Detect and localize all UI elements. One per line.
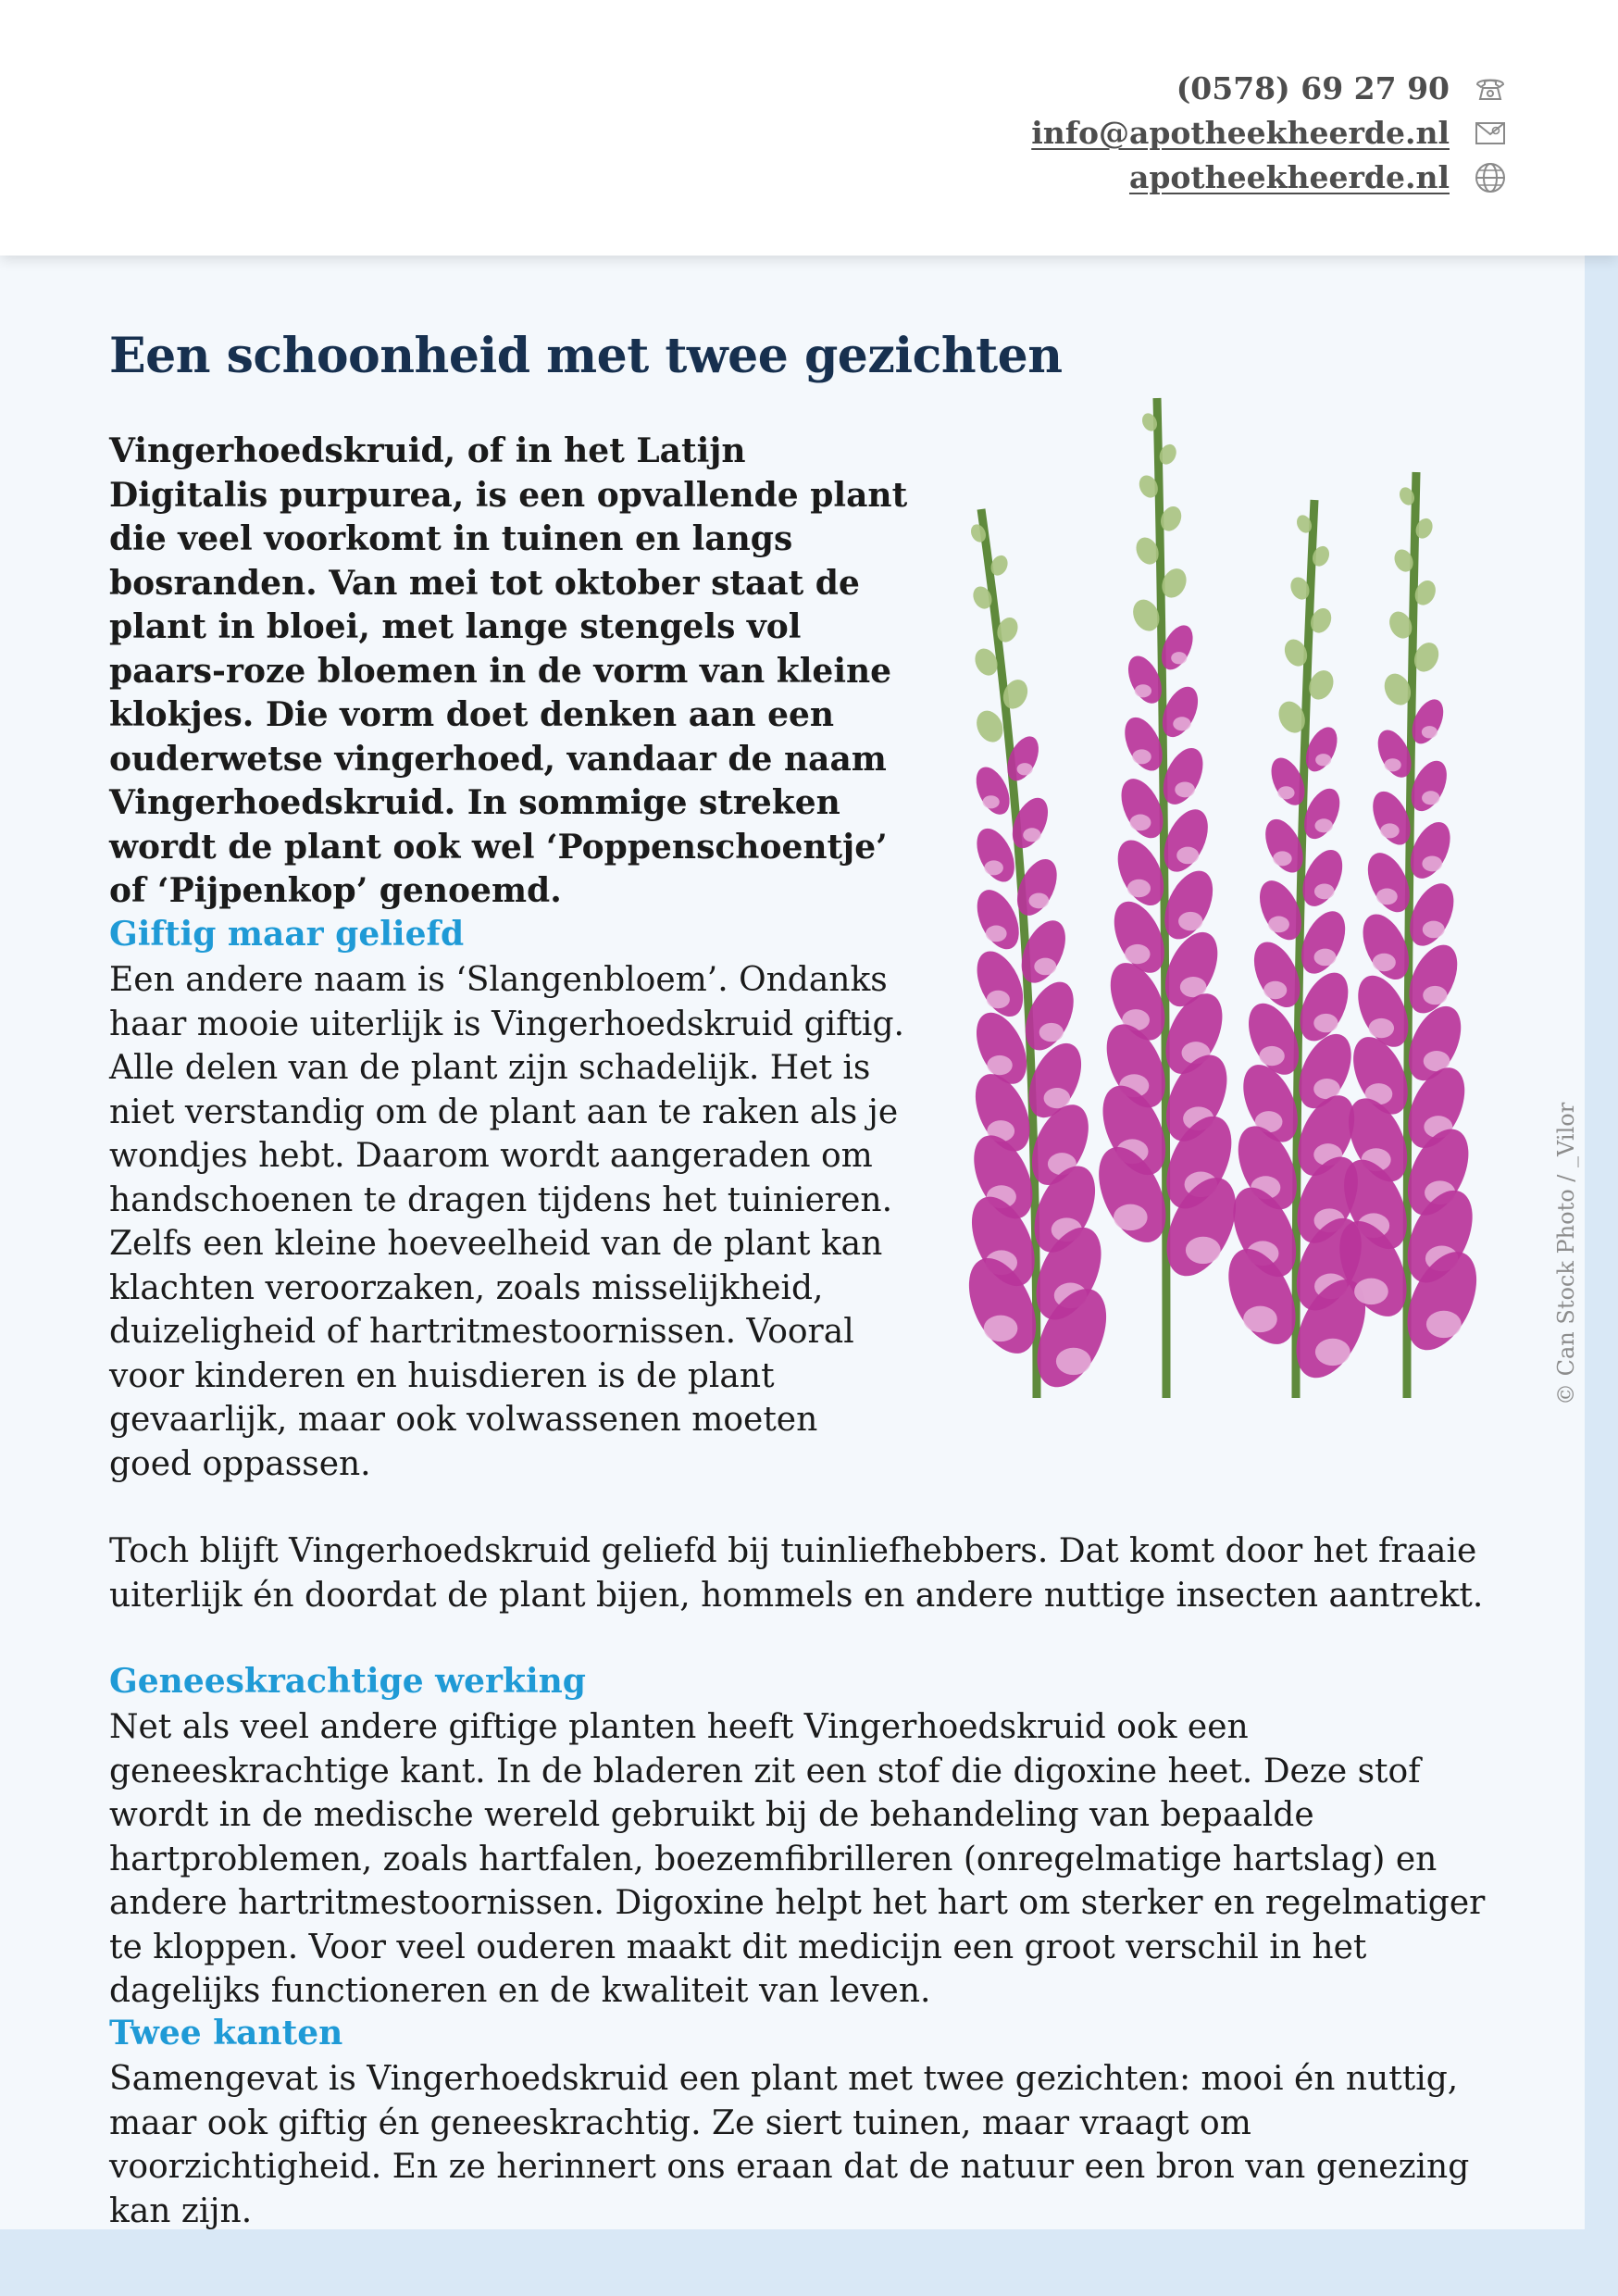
foxglove-flowers-image: [889, 389, 1537, 1407]
intro-paragraph: Vingerhoedskruid, of in het Latijn Digitalis purpurea, is een opvallende plant die veel voorkomt in tuinen en langs bosranden. Van mei tot oktober staat de plant in bloei, met lange stengels vol paars-roze bloemen in de vorm van kleine klokjes. Die vorm doet denken aan een ouderwetse vingerhoed, vandaar de naam Vingerhoedskruid. In sommige streken wordt de plant ook wel ‘Poppenschoentje’ of ‘Pijpenkop’ genoemd.: [109, 431, 908, 910]
section-geneeskrachtig-paragraph: Net als veel andere giftige planten heeft Vingerhoedskruid ook een geneeskrachtige kant. In de bladeren zit een stof die digoxine heet. Deze stof wordt in de medische wereld gebruikt bij de behandeling van bepaalde hartproblemen, zoals hartfalen, boezemfibrilleren (onregelmatige hartslag) en andere hartritmestoornissen. Digoxine helpt het hart om sterker en regelmatiger te kloppen. Voor veel ouderen maakt dit medicijn een groot verschil in het dagelijks functioneren en de kwaliteit van leven.: [109, 1708, 1486, 2010]
section-heading-twee-kanten: Twee kanten: [109, 2014, 343, 2053]
section-giftig-paragraph-2: Toch blijft Vingerhoedskruid geliefd bij tuinliefhebbers. Dat komt door het fraaie uiterlijk én doordat de plant bijen, hommels en andere nuttige insecten aantrekt.: [109, 1532, 1484, 1615]
bottom-accent-band: [0, 2229, 1618, 2296]
article-title: Een schoonheid met twee gezichten: [109, 328, 1063, 384]
contact-phone-row: [1176, 70, 1507, 106]
photo-credit: © Can Stock Photo / _Vilor: [1553, 1102, 1579, 1405]
email-link[interactable]: info@apotheekheerde.nl: [1031, 115, 1450, 151]
page-header: [0, 0, 1618, 256]
section-giftig-paragraph-1: Een andere naam is ‘Slangenbloem’. Ondanks haar mooie uiterlijk is Vingerhoedskruid giftig. Alle delen van de plant zijn schadelijk. Het is niet verstandig om de plant aan te raken als je wondjes hebt. Daarom wordt aangeraden om handschoenen te dragen tijdens het tuinieren. Zelfs een kleine hoeveelheid van de plant kan klachten veroorzaken, zoals misselijkheid, duizeligheid of hartritmestoornissen. Vooral voor kinderen en huisdieren is de plant gevaarlijk, maar ook volwassenen moeten goed oppassen.: [109, 961, 904, 1483]
globe-icon: [1474, 161, 1507, 194]
section-heading-giftig: Giftig maar geliefd: [109, 915, 465, 954]
section-twee-kanten-paragraph: Samengevat is Vingerhoedskruid een plant met twee gezichten: mooi én nuttig, maar ook giftig én geneeskrachtig. Ze siert tuinen, maar vraagt om voorzichtigheid. En ze herinnert ons eraan dat de natuur een bron van genezing kan zijn.: [109, 2060, 1470, 2230]
contact-email-row: [1031, 115, 1507, 151]
mail-icon: [1474, 117, 1507, 150]
section-heading-geneeskrachtig: Geneeskrachtige werking: [109, 1662, 586, 1701]
contact-website-row: [1129, 159, 1507, 195]
phone-number[interactable]: (0578) 69 27 90: [1176, 70, 1450, 106]
phone-icon: [1474, 72, 1507, 106]
side-accent-stripe: [1585, 329, 1618, 2229]
website-link[interactable]: apotheekheerde.nl: [1128, 159, 1450, 195]
